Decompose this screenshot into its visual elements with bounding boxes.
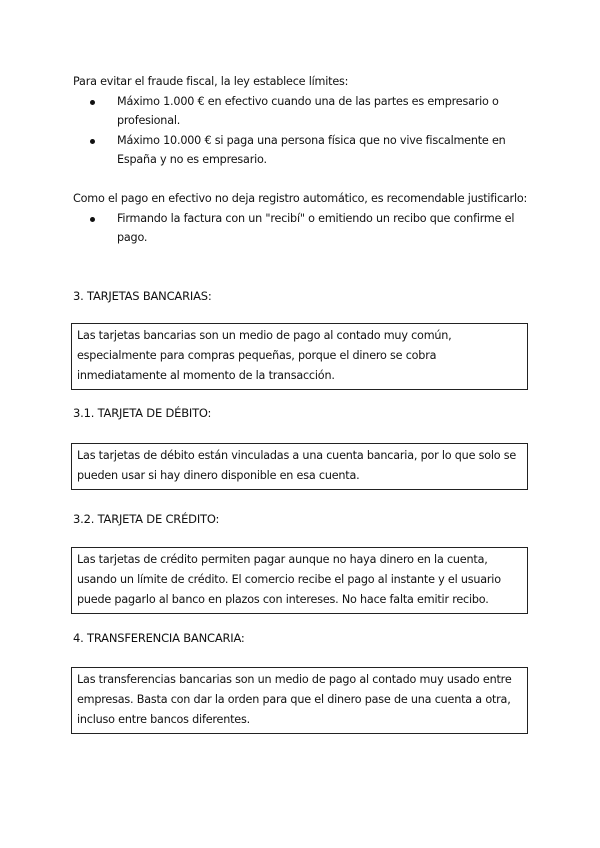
section-box: Las transferencias bancarias son un medio de pago al contado muy usado entre empresas. Basta con dar la orden para que el dinero pase de una cuenta a otra, incluso entre bancos diferentes. [71, 667, 528, 734]
list-item: Máximo 1.000 € en efectivo cuando una de las partes es empresario o profesional. [117, 92, 533, 131]
cash-limits-block [73, 72, 533, 170]
list-item: Máximo 10.000 € si paga una persona física que no vive fiscalmente en España y no es empresario. [117, 131, 533, 170]
section-box: Las tarjetas de crédito permiten pagar aunque no haya dinero en la cuenta, usando un límite de crédito. El comercio recibe el pago al instante y el usuario puede pagarlo al banco en plazos con intereses. No hace falta emitir recibo. [71, 547, 528, 614]
section-box: Las tarjetas de débito están vinculadas a una cuenta bancaria, por lo que solo se pueden usar si hay dinero disponible en esa cuenta. [71, 443, 528, 490]
justify-block [73, 189, 533, 248]
section-box: Las tarjetas bancarias son un medio de pago al contado muy común, especialmente para compras pequeñas, porque el dinero se cobra inmediatamente al momento de la transacción. [71, 323, 528, 390]
justify-text: Como el pago en efectivo no deja registro automático, es recomendable justificarlo: [73, 192, 528, 205]
section-heading: 3.1. TARJETA DE DÉBITO: [73, 406, 212, 420]
limits-list [73, 92, 533, 170]
section-heading: 3.2. TARJETA DE CRÉDITO: [73, 512, 220, 526]
justify-list [73, 209, 533, 248]
intro-text: Para evitar el fraude fiscal, la ley establece límites: [73, 75, 349, 88]
section-heading: 3. TARJETAS BANCARIAS: [73, 289, 212, 303]
section-heading: 4. TRANSFERENCIA BANCARIA: [73, 631, 245, 645]
list-item: Firmando la factura con un "recibí" o emitiendo un recibo que confirme el pago. [117, 209, 533, 248]
